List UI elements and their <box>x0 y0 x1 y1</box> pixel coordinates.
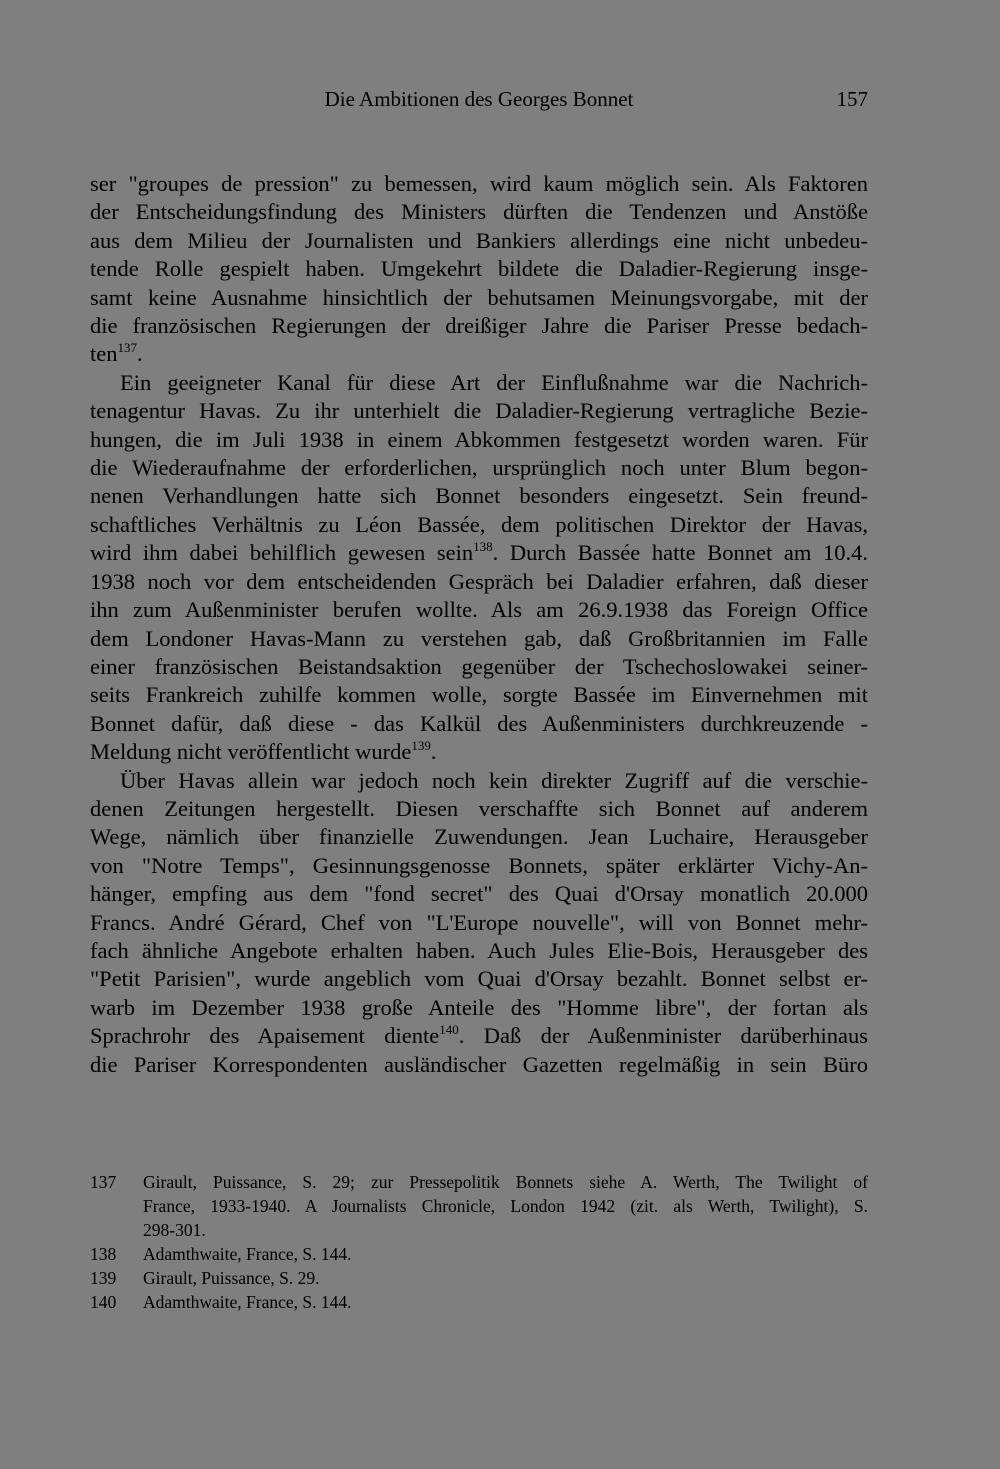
text-fragment: ten <box>90 341 118 367</box>
text-line: denen Zeitungen hergestellt. Diesen verschaffte sich Bonnet auf anderem <box>90 795 868 821</box>
text-line: fach ähnliche Angebote erhalten haben. Auch Jules Elie-Bois, Herausgeber des <box>90 937 868 963</box>
text-line: tende Rolle gespielt haben. Umgekehrt bildete die Daladier-Regierung insge- <box>90 256 868 282</box>
footnote-ref-140[interactable]: 140 <box>439 1022 459 1038</box>
text-line: aus dem Milieu der Journalisten und Bankiers allerdings eine nicht unbedeu- <box>90 227 868 253</box>
text-line <box>90 738 868 766</box>
text-line: von "Notre Temps", Gesinnungsgenosse Bonnets, später erklärter Vichy-An- <box>90 852 868 878</box>
footnote-number: 137 <box>90 1172 117 1192</box>
text-fragment: . <box>430 739 437 765</box>
paragraph-1 <box>90 170 868 369</box>
footnotes <box>90 1170 868 1314</box>
text-line: warb im Dezember 1938 große Anteile des "Homme libre", der fortan als <box>90 994 868 1020</box>
footnote-line: Adamthwaite, France, S. 144. <box>143 1244 352 1264</box>
text-line: die Pariser Korrespondenten ausländischer Gazetten regelmäßig in sein Büro <box>90 1051 868 1077</box>
text-line: schaftliches Verhältnis zu Léon Bassée, dem politischen Direktor der Havas, <box>90 511 868 537</box>
text-fragment: Sprachrohr des Apaisement diente <box>90 1023 440 1049</box>
text-fragment: . <box>137 341 143 367</box>
text-line: Über Havas allein war jedoch noch kein direkter Zugriff auf die verschie- <box>120 767 868 793</box>
footnote-137 <box>90 1170 868 1242</box>
text-line: nenen Verhandlungen hatte sich Bonnet besonders eingesetzt. Sein freund- <box>90 483 868 509</box>
text-line <box>90 340 868 368</box>
footnote-line: France, 1933-1940. A Journalists Chronicle, London 1942 (zit. als Werth, Twilight), S. <box>143 1196 868 1216</box>
paragraph-3 <box>90 767 868 1079</box>
text-line <box>90 539 868 567</box>
text-line: einer französischen Beistandsaktion gegenüber der Tschechoslowakei seiner- <box>90 653 868 679</box>
text-line: samt keine Ausnahme hinsichtlich der behutsamen Meinungsvorgabe, mit der <box>90 284 868 310</box>
text-line: "Petit Parisien", wurde angeblich vom Quai d'Orsay bezahlt. Bonnet selbst er- <box>90 966 868 992</box>
text-fragment: . Daß der Außenminister darüberhinaus <box>458 1023 868 1049</box>
text-fragment: . Durch Bassée hatte Bonnet am 10.4. <box>492 540 868 566</box>
footnote-line: Adamthwaite, France, S. 144. <box>143 1292 352 1312</box>
footnote-ref-139[interactable]: 139 <box>411 738 431 754</box>
text-fragment: wird ihm dabei behilflich gewesen sein <box>90 540 474 566</box>
running-title: Die Ambitionen des Georges Bonnet <box>324 87 634 111</box>
text-fragment: Meldung nicht veröffentlicht wurde <box>90 739 412 765</box>
footnote-number: 138 <box>90 1244 117 1264</box>
running-head <box>90 84 868 114</box>
text-line: Wege, nämlich über finanzielle Zuwendungen. Jean Luchaire, Herausgeber <box>90 824 868 850</box>
footnote-number: 139 <box>90 1268 117 1288</box>
page-number: 157 <box>836 87 868 111</box>
text-line <box>90 1022 868 1050</box>
text-line: Ein geeigneter Kanal für diese Art der Einflußnahme war die Nachrich- <box>120 369 868 395</box>
text-line: 1938 noch vor dem entscheidenden Gespräch bei Daladier erfahren, daß dieser <box>90 568 868 594</box>
footnote-number: 140 <box>90 1292 117 1312</box>
footnote-138 <box>90 1242 868 1266</box>
text-line: ser "groupes de pression" zu bemessen, wird kaum möglich sein. Als Faktoren <box>90 171 868 196</box>
footnote-140 <box>90 1290 868 1314</box>
text-line: dem Londoner Havas-Mann zu verstehen gab, daß Großbritannien im Falle <box>90 625 868 651</box>
text-line: tenagentur Havas. Zu ihr unterhielt die Daladier-Regierung vertragliche Bezie- <box>90 398 868 424</box>
text-line: der Entscheidungsfindung des Ministers dürften die Tendenzen und Anstöße <box>90 199 868 225</box>
body-text <box>90 170 868 1079</box>
text-line: ihn zum Außenminister berufen wollte. Als am 26.9.1938 das Foreign Office <box>90 597 868 623</box>
text-line: Bonnet dafür, daß diese - das Kalkül des Außenministers durchkreuzende - <box>90 710 868 736</box>
paragraph-2 <box>90 369 868 767</box>
text-line: seits Frankreich zuhilfe kommen wolle, sorgte Bassée im Einvernehmen mit <box>90 682 868 708</box>
text-line: hungen, die im Juli 1938 in einem Abkommen festgesetzt worden waren. Für <box>90 426 868 452</box>
text-line: die französischen Regierungen der dreißiger Jahre die Pariser Presse bedach- <box>90 313 868 339</box>
footnote-ref-137[interactable]: 137 <box>117 340 137 356</box>
footnote-ref-138[interactable]: 138 <box>473 539 493 555</box>
footnote-line: Girault, Puissance, S. 29. <box>143 1268 320 1288</box>
text-line: hänger, empfing aus dem "fond secret" des Quai d'Orsay monatlich 20.000 <box>90 881 868 907</box>
text-line: Francs. André Gérard, Chef von "L'Europe nouvelle", will von Bonnet mehr- <box>90 909 868 935</box>
footnote-139 <box>90 1266 868 1290</box>
footnote-line: 298-301. <box>143 1220 206 1240</box>
footnote-line: Girault, Puissance, S. 29; zur Pressepolitik Bonnets siehe A. Werth, The Twilight of <box>143 1172 868 1192</box>
text-line: die Wiederaufnahme der erforderlichen, ursprünglich noch unter Blum begon- <box>90 455 868 481</box>
